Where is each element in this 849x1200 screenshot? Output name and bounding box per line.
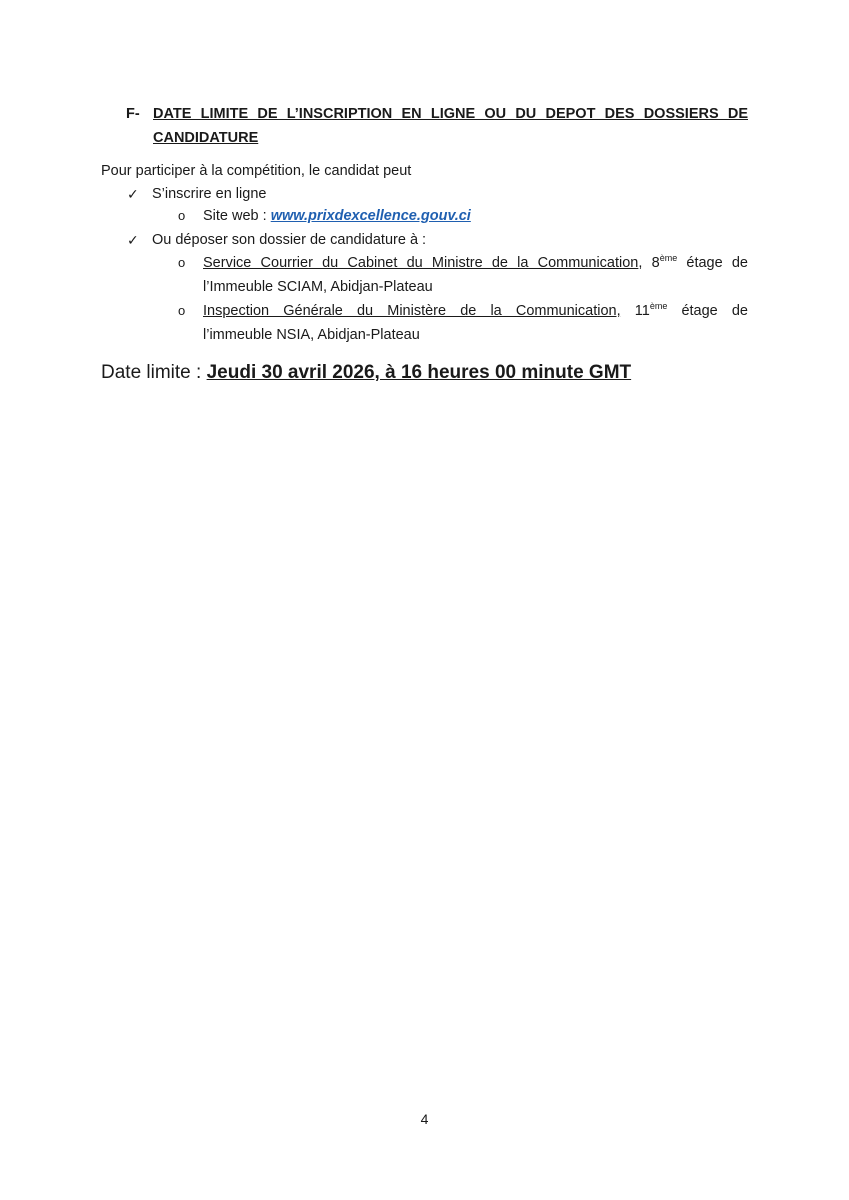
deadline (101, 359, 631, 387)
address-line: l’immeuble NSIA, Abidjan-Plateau (203, 327, 420, 343)
page-number: 4 (420, 1111, 429, 1127)
office-name: Service Courrier du Cabinet du Ministre de la Communication (203, 255, 639, 271)
section-heading (126, 102, 748, 150)
section-marker: F- (126, 106, 140, 122)
floor-number: 11 (634, 303, 650, 319)
intro-text: Pour participer à la compétition, le candidat peut (101, 163, 412, 179)
circle-bullet-icon: o (178, 208, 186, 223)
option-label: S’inscrire en ligne (152, 186, 267, 202)
office-name: Inspection Générale du Ministère de la Communication, (203, 303, 621, 319)
deadline-label: Date limite : (101, 362, 207, 383)
website-link[interactable]: www.prixdexcellence.gouv.ci (270, 208, 471, 224)
circle-bullet-icon: o (178, 255, 186, 270)
checkmark-icon: ✓ (127, 232, 139, 248)
section-title: DATE LIMITE DE L’INSCRIPTION EN LIGNE OU DU DEPOT DES DOSSIERS DE CANDIDATURE (153, 106, 748, 146)
circle-bullet-icon: o (178, 303, 186, 318)
website-prefix: Site web : (203, 208, 271, 224)
document-page: F- DATE LIMITE DE L’INSCRIPTION EN LIGNE OU DU DEPOT DES DOSSIERS DE CANDIDATURE Pour participer à la compétition, le candidat peut ✓ S’inscrire en ligne o Site web : www.prixdexcellence.gouv.ci ✓ Ou déposer son dossier de candidature à : o Service Courrier du Cabinet du Ministre de la Communication, 8ème étage de l’Immeuble SCIAM, Abidjan-Plateau o Inspection Générale du Ministère de la Communication, 11ème étage de l’immeuble NSIA, Abidjan-Plateau Date limite : Jeudi 30 avril 2026, à 16 heures 00 minute GMT 4 (0, 0, 849, 1200)
checkmark-icon: ✓ (127, 186, 139, 202)
floor-number: 8 (651, 255, 660, 271)
deadline-value: Jeudi 30 avril 2026, à 16 heures 00 minute GMT (206, 362, 632, 383)
option-label: Ou déposer son dossier de candidature à : (152, 232, 427, 248)
address-line: l’Immeuble SCIAM, Abidjan-Plateau (203, 279, 433, 295)
